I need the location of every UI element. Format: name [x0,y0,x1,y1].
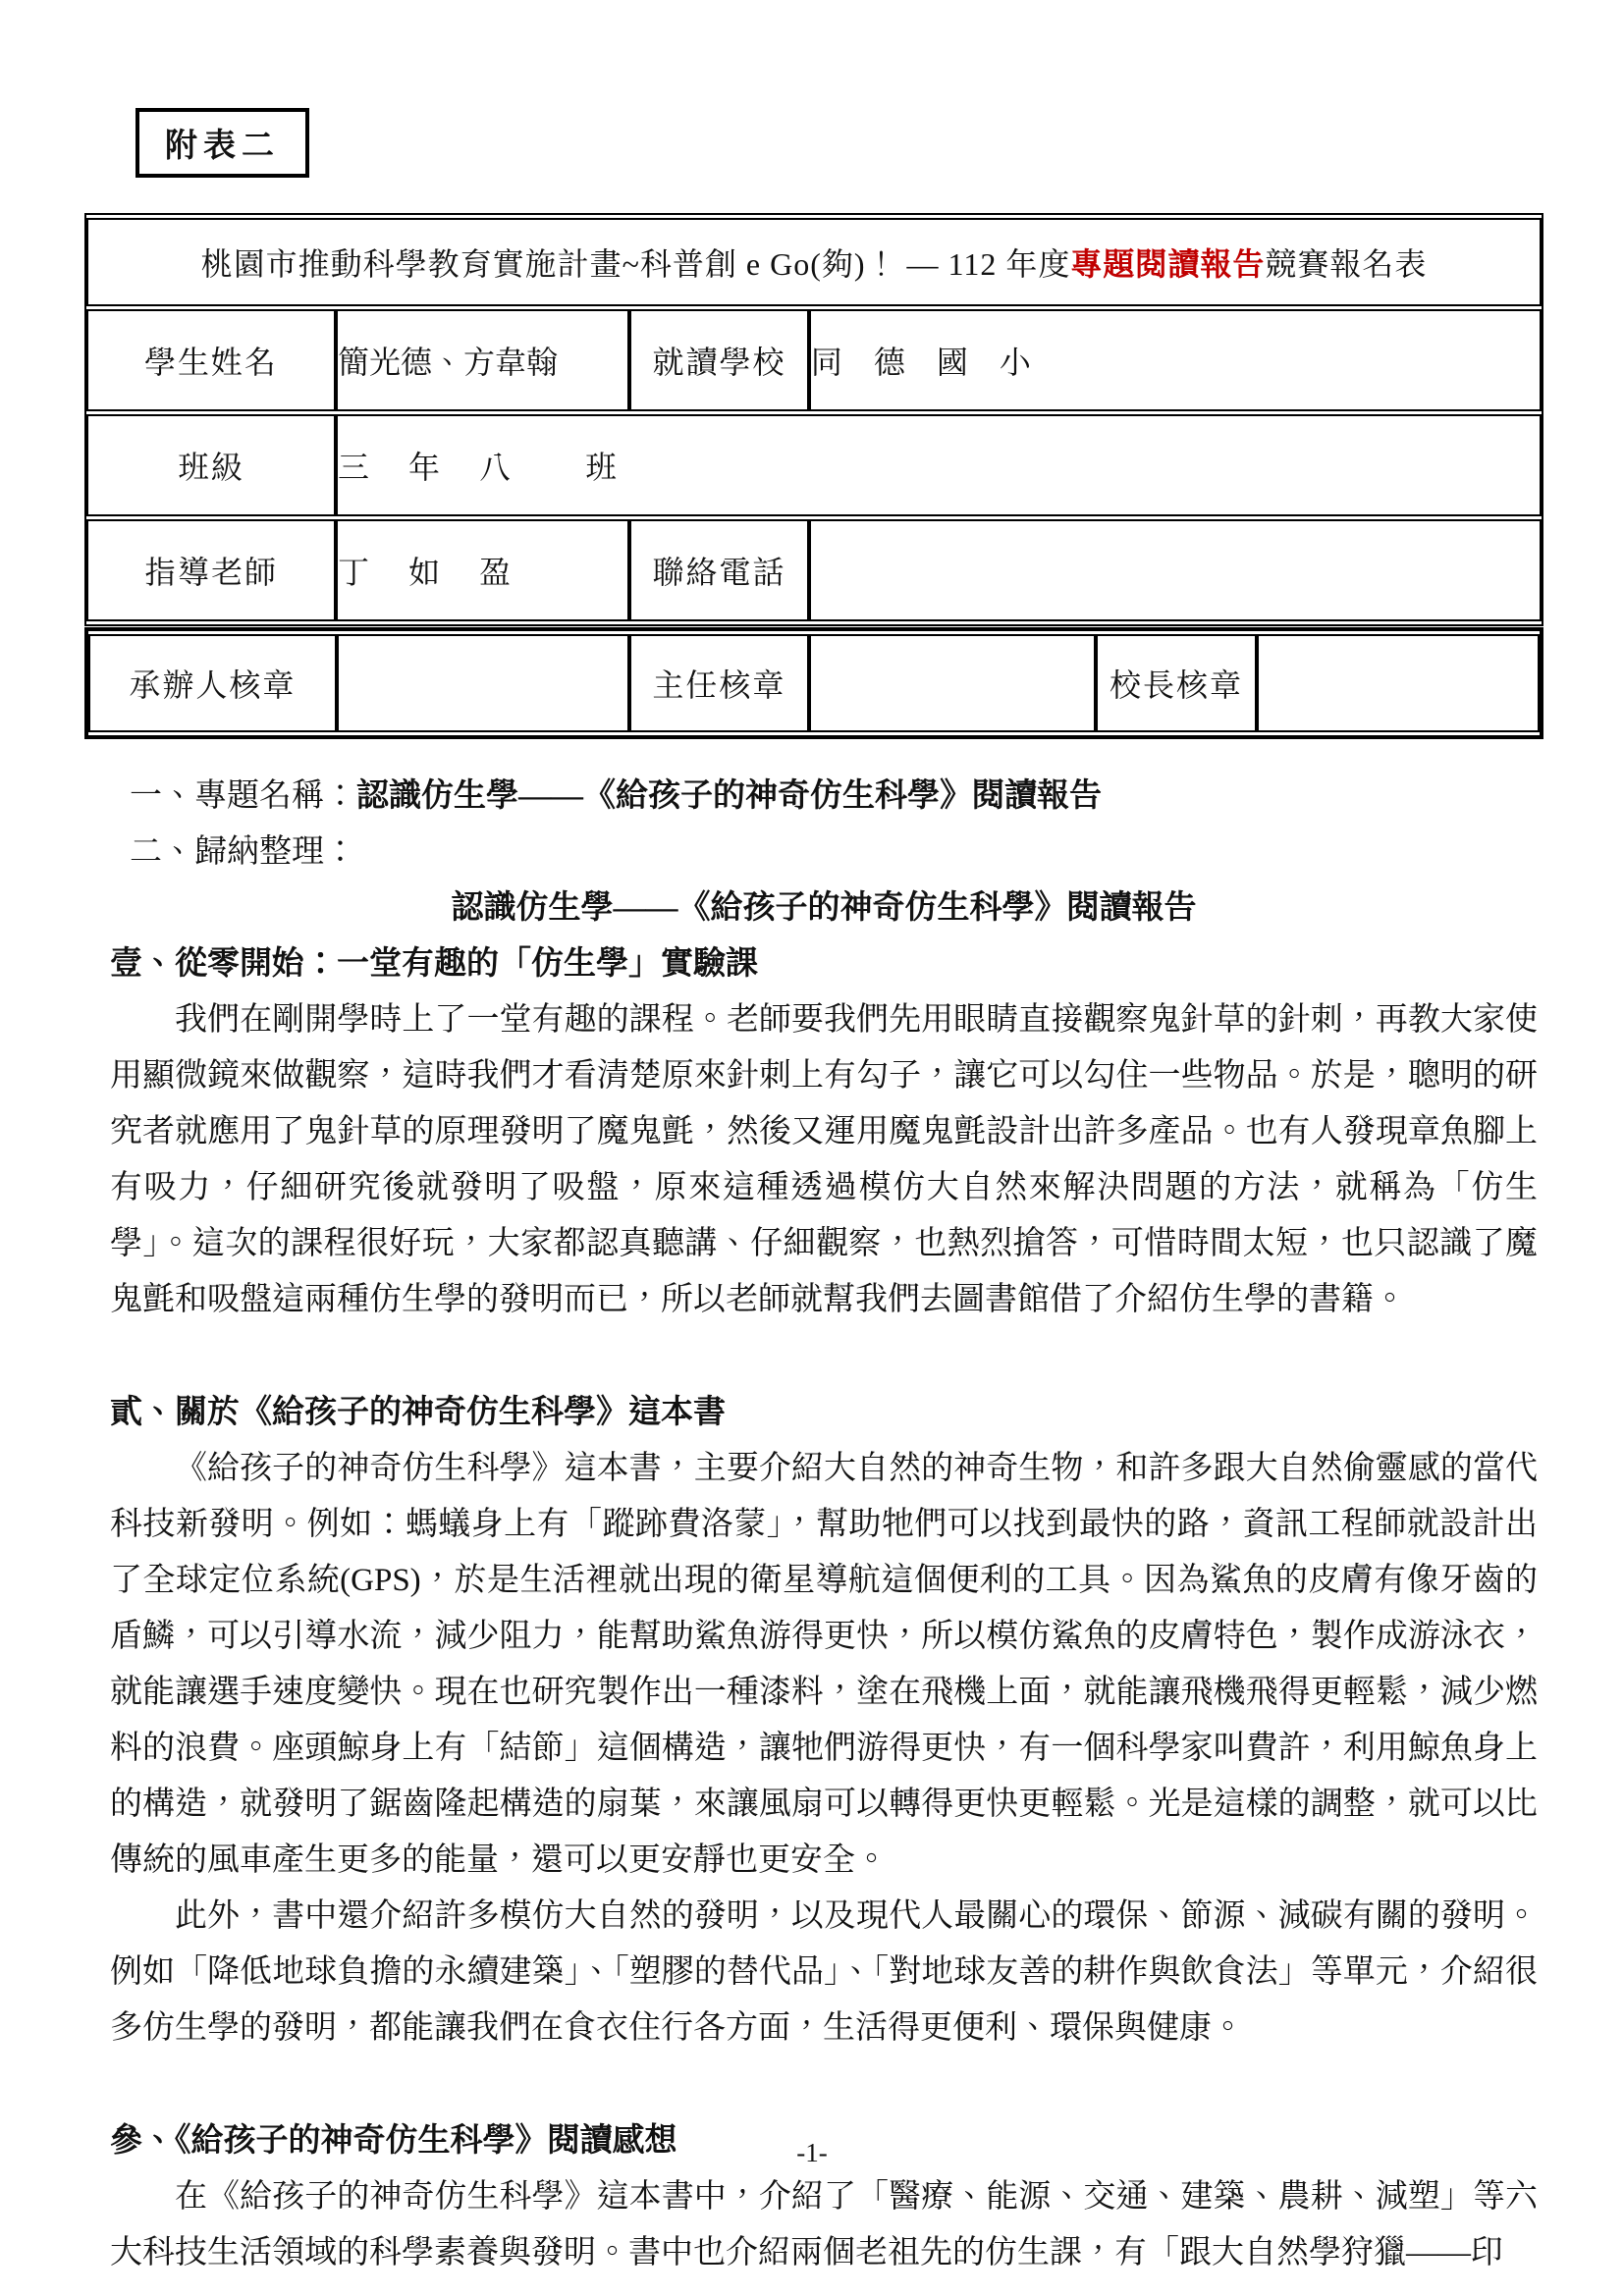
principal-seal-label: 校長核章 [1096,634,1257,732]
section-3-paragraph: 在《給孩子的神奇仿生科學》這本書中，介紹了「醫療、能源、交通、建築、農耕、減塑」等六大科技生活領域的科學素養與發明。書中也介紹兩個老祖先的仿生課，有「跟大自然學狩獵——印 [110,2179,1538,2270]
report-body [110,769,1538,2281]
section-2-paragraph-1: 《給孩子的神奇仿生科學》這本書，主要介紹大自然的神奇生物，和許多跟大自然偷靈感的當代科技新發明。例如：螞蟻身上有「蹤跡費洛蒙」，幫助牠們可以找到最快的路，資訊工程師就設計出了全球定位系統(GPS)，於是生活裡就出現的衛星導航這個便利的工具。因為鯊魚的皮膚有像牙齒的盾鱗，可以引導水流，減少阻力，能幫助鯊魚游得更快，所以模仿鯊魚的皮膚特色，製作成游泳衣，就能讓選手速度變快。現在也研究製作出一種漆料，塗在飛機上面，就能讓飛機飛得更輕鬆，減少燃料的浪費。座頭鯨身上有「結節」這個構造，讓牠們游得更快，有一個科學家叫費許，利用鯨魚身上的構造，就發明了鋸齒隆起構造的扇葉，來讓風扇可以轉得更快更輕鬆。光是這樣的調整，就可以比傳統的風車產生更多的能量，還可以更安靜也更安全。 [110,1451,1538,1878]
teacher-row [86,519,1542,621]
seal-row [88,634,1540,732]
form-title-highlight: 專題閱讀報告 [1070,246,1266,282]
form-title-suffix: 競賽報名表 [1265,246,1428,282]
student-name-label: 學生姓名 [86,309,336,411]
item1-line [110,769,1538,825]
student-row [86,309,1542,411]
class-value: 三 年 八 班 [336,414,1542,516]
section-2-heading: 貳、關於《給孩子的神奇仿生科學》這本書 [110,1395,726,1430]
class-label: 班級 [86,414,336,516]
page-number: -1- [796,2138,828,2167]
staff-seal-area [337,634,629,732]
school-value: 同 德 國 小 [809,309,1542,411]
phone-value [809,519,1542,621]
staff-seal-label: 承辦人核章 [88,634,337,732]
school-label: 就讀學校 [629,309,809,411]
section-1-paragraph: 我們在剛開學時上了一堂有趣的課程。老師要我們先用眼睛直接觀察鬼針草的針刺，再教大家使用顯微鏡來做觀察，這時我們才看清楚原來針刺上有勾子，讓它可以勾住一些物品。於是，聰明的研究者就應用了鬼針草的原理發明了魔鬼氈，然後又運用魔鬼氈設計出許多產品。也有人發現章魚腳上有吸力，仔細研究後就發明了吸盤，原來這種透過模仿大自然來解決問題的方法，就稱為「仿生學」。這次的課程很好玩，大家都認真聽講、仔細觀察，也熱烈搶答，可惜時間太短，也只認識了魔鬼氈和吸盤這兩種仿生學的發明而已，所以老師就幫我們去圖書館借了介紹仿生學的書籍。 [110,1002,1538,1317]
registration-form-table [84,213,1543,626]
section-1-heading: 壹、從零開始：一堂有趣的「仿生學」實驗課 [110,946,758,982]
teacher-value: 丁 如 盈 [336,519,629,621]
student-name-value: 簡光德、方韋翰 [336,309,629,411]
item1-label: 一、專題名稱： [130,778,356,814]
report-center-title: 認識仿生學——《給孩子的神奇仿生科學》閱讀報告 [451,890,1197,926]
section-3-heading: 參、《給孩子的神奇仿生科學》閱讀感想 [110,2123,677,2159]
form-title-row [86,218,1542,306]
form-title [86,218,1542,306]
principal-seal-area [1257,634,1540,732]
appendix-tag: 附表二 [135,108,309,178]
seal-table [84,627,1543,739]
phone-label: 聯絡電話 [629,519,809,621]
director-seal-area [809,634,1096,732]
item1-title: 認識仿生學——《給孩子的神奇仿生科學》閱讀報告 [356,778,1102,814]
form-title-prefix: 桃園市推動科學教育實施計畫~科普創 e Go(夠)！ — 112 年度 [200,246,1071,282]
section-2-paragraph-2: 此外，書中還介紹許多模仿大自然的發明，以及現代人最關心的環保、節源、減碳有關的發明。例如「降低地球負擔的永續建築」、「塑膠的替代品」、「對地球友善的耕作與飲食法」等單元，介紹很多仿生學的發明，都能讓我們在食衣住行各方面，生活得更便利、環保與健康。 [110,1898,1538,2046]
class-row [86,414,1542,516]
teacher-label: 指導老師 [86,519,336,621]
director-seal-label: 主任核章 [629,634,809,732]
item2-label: 二、歸納整理： [130,834,356,870]
